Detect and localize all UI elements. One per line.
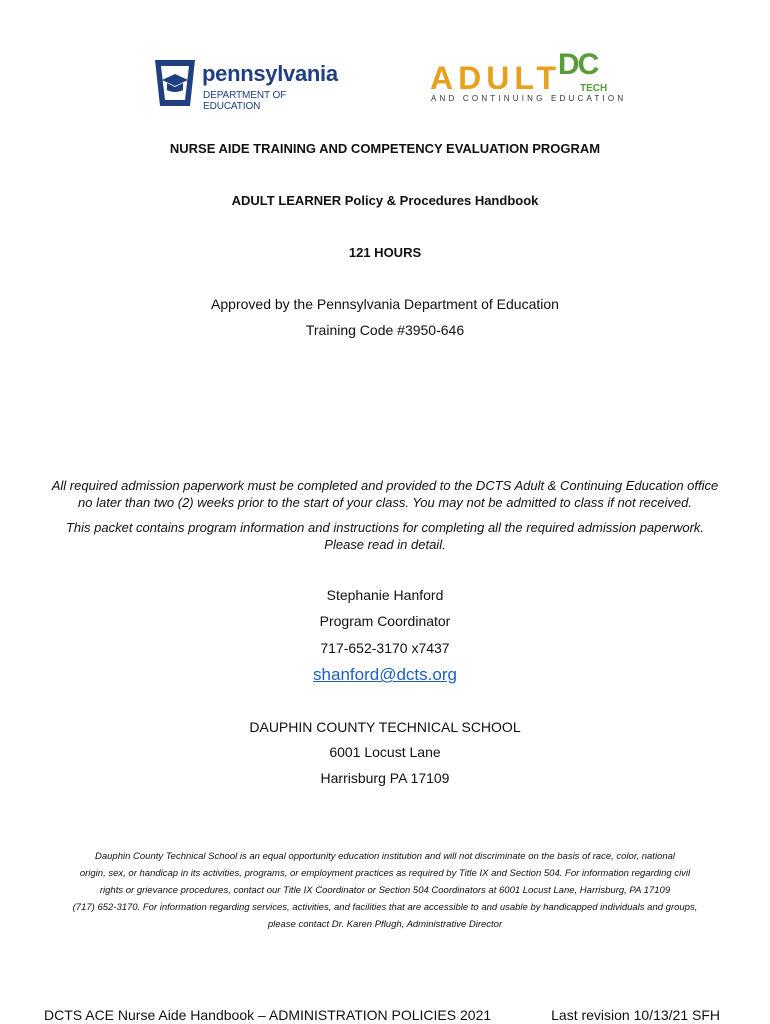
tech-label: TECH — [580, 83, 608, 94]
notice-line-1: All required admission paperwork must be completed and provided to the DCTS Adult & Continuing Education office — [51, 478, 719, 493]
disclaimer-line-5: please contact Dr. Karen Pflugh, Administrative Director — [267, 919, 503, 930]
keystone-icon — [152, 58, 198, 108]
pennsylvania-education-logo — [152, 58, 342, 112]
coordinator-name: Stephanie Hanford — [326, 587, 444, 603]
disclaimer-line-4: (717) 652-3170. For information regarding services, activities, and facilities that are accessible to and usable by handicapped individuals and groups, — [72, 902, 698, 913]
disclaimer-line-3: rights or grievance procedures, contact our Title IX Coordinator or Section 504 Coordinators at 6001 Locust Lane, Harrisburg, PA 17109 — [99, 885, 671, 896]
approval-statement: Approved by the Pennsylvania Department of Education — [211, 296, 559, 312]
notice-line-2: no later than two (2) weeks prior to the start of your class. You may not be admitted to class if not received. — [78, 495, 692, 510]
adult-continuing-education-logo — [430, 48, 630, 106]
school-name: DAUPHIN COUNTY TECHNICAL SCHOOL — [249, 719, 521, 735]
coordinator-email-link[interactable]: shanford@dcts.org — [313, 665, 457, 684]
school-city: Harrisburg PA 17109 — [320, 770, 450, 786]
adult-subtitle: AND CONTINUING EDUCATION — [431, 94, 627, 103]
program-title: NURSE AIDE TRAINING AND COMPETENCY EVALUATION PROGRAM — [169, 141, 601, 156]
training-code: Training Code #3950-646 — [305, 322, 465, 338]
coordinator-title: Program Coordinator — [319, 613, 451, 629]
notice-line-4: Please read in detail. — [324, 537, 446, 552]
pa-department-label: DEPARTMENT OF EDUCATION — [203, 90, 287, 112]
dc-monogram: DC — [558, 48, 598, 81]
coordinator-phone: 717-652-3170 x7437 — [320, 640, 450, 656]
pa-wordmark: pennsylvania — [202, 61, 338, 86]
footer-right: Last revision 10/13/21 SFH — [551, 1007, 720, 1023]
adult-wordmark: ADULT — [430, 60, 562, 96]
hours-label: 121 HOURS — [348, 245, 422, 260]
disclaimer-line-1: Dauphin County Technical School is an equal opportunity education institution and will not discriminate on the basis of race, color, national — [94, 851, 676, 862]
notice-line-3: This packet contains program information and instructions for completing all the required admission paperwork. — [65, 520, 705, 535]
disclaimer-line-2: origin, sex, or handicap in its activities, programs, or employment practices as required by Title IX and Section 504. For information regarding civil — [79, 868, 691, 879]
school-street: 6001 Locust Lane — [329, 744, 441, 760]
footer-left: DCTS ACE Nurse Aide Handbook – ADMINISTRATION POLICIES 2021 — [44, 1007, 492, 1023]
handbook-title: ADULT LEARNER Policy & Procedures Handbook — [231, 193, 539, 208]
